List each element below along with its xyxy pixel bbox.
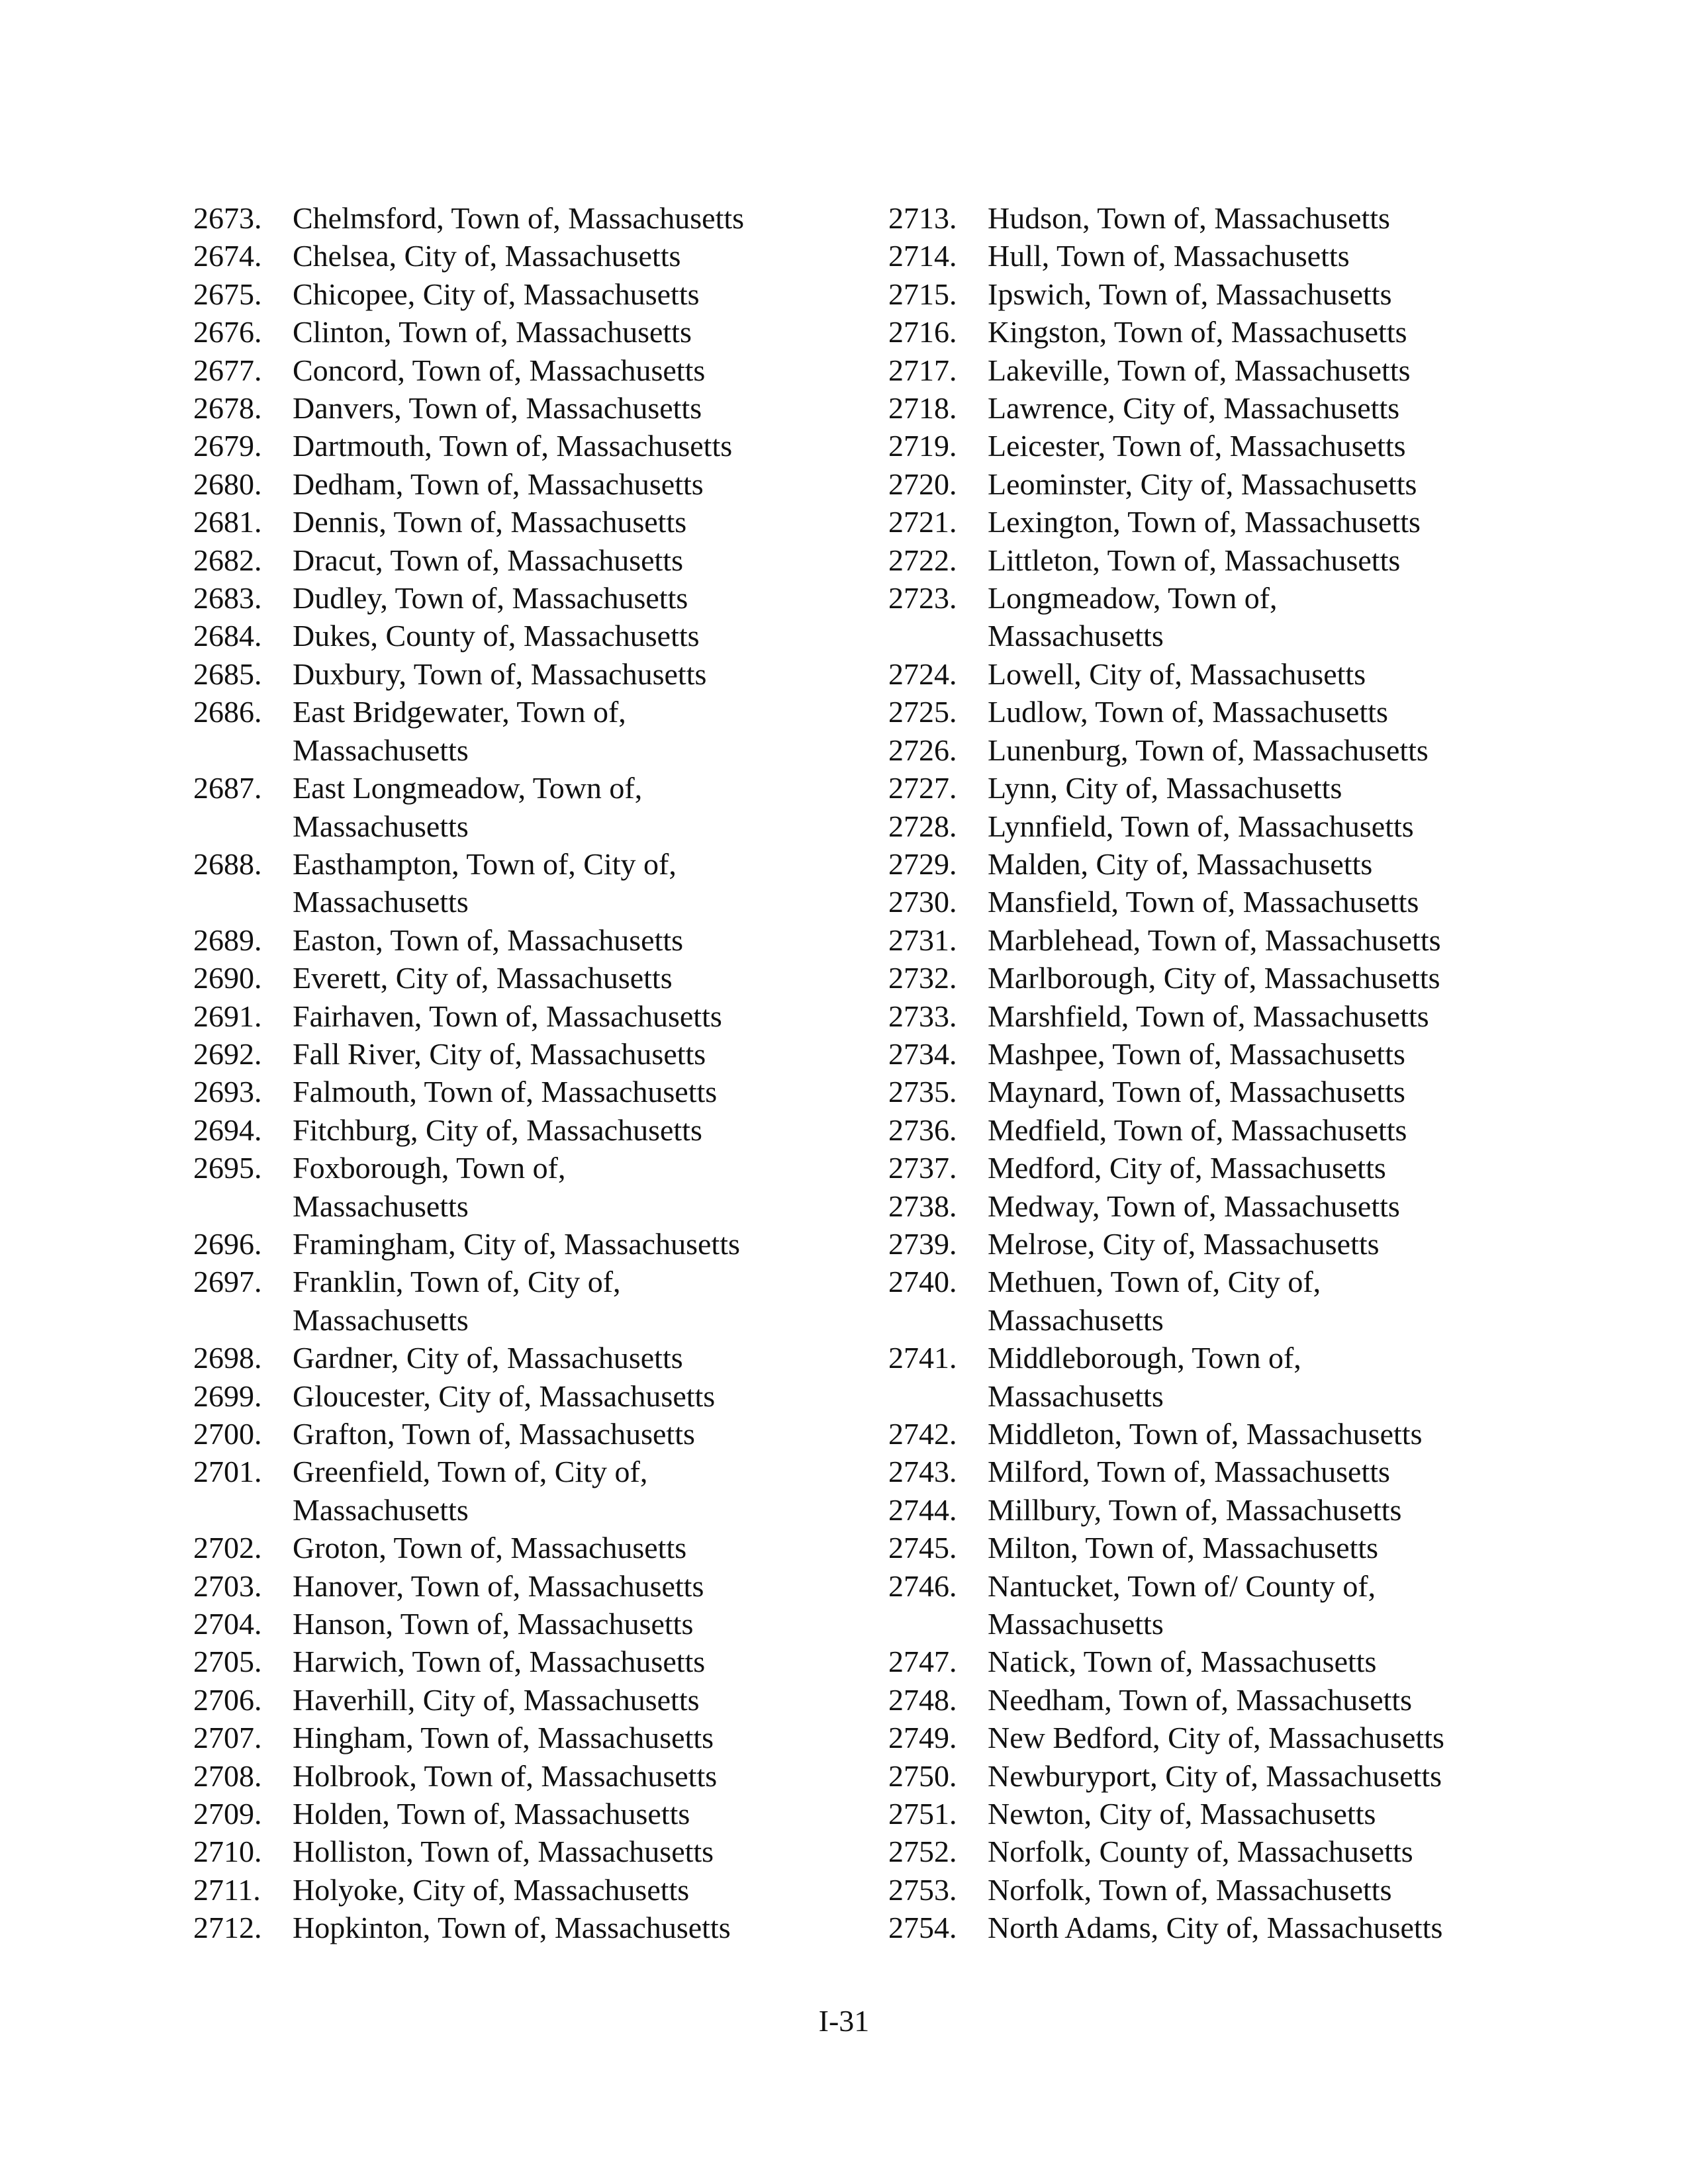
entry-number: 2715. [888,277,957,311]
list-item [888,655,1511,693]
list-item [888,465,1511,503]
entry-name: Longmeadow, Town of, Massachusetts [988,581,1278,653]
entry-number: 2717. [888,353,957,387]
entry-name: Clinton, Town of, Massachusetts [293,315,692,349]
entry-name: Groton, Town of, Massachusetts [293,1531,687,1565]
list-item [888,1111,1511,1149]
entry-number: 2694. [193,1113,262,1147]
entry-name: Marlborough, City of, Massachusetts [988,961,1440,995]
list-item [888,1415,1511,1453]
entry-number: 2719. [888,429,957,463]
entry-name: Gardner, City of, Massachusetts [293,1341,683,1375]
list-item [193,541,816,579]
entry-name: Melrose, City of, Massachusetts [988,1226,1380,1261]
entry-number: 2725. [888,695,957,729]
entry-name: Milford, Town of, Massachusetts [988,1455,1390,1489]
entry-number: 2713. [888,201,957,235]
entry-number: 2709. [193,1797,262,1831]
list-item [888,1073,1511,1111]
entry-name: Gloucester, City of, Massachusetts [293,1379,716,1413]
list-item [193,1149,816,1225]
entry-name: Leicester, Town of, Massachusetts [988,429,1406,463]
entry-name: Holbrook, Town of, Massachusetts [293,1758,718,1793]
list-item [193,769,816,845]
entry-name: Hudson, Town of, Massachusetts [988,201,1390,235]
entry-name: Hull, Town of, Massachusetts [988,239,1350,273]
list-item [193,199,816,237]
entry-number: 2743. [888,1455,957,1489]
entry-name: North Adams, City of, Massachusetts [988,1911,1443,1945]
entry-number: 2714. [888,239,957,273]
entry-number: 2706. [193,1682,262,1717]
list-item [193,1871,816,1909]
right-column [888,199,1511,1947]
list-item [888,1149,1511,1187]
entry-name: Grafton, Town of, Massachusetts [293,1417,695,1451]
list-item [888,541,1511,579]
entry-name: Mansfield, Town of, Massachusetts [988,885,1419,919]
entry-number: 2701. [193,1455,262,1489]
entry-number: 2683. [193,581,262,615]
list-item [193,1339,816,1377]
entry-number: 2686. [193,695,262,729]
list-item [193,1833,816,1870]
list-item [888,1263,1511,1339]
list-item [193,1529,816,1567]
list-item [193,1643,816,1680]
entry-name: Middleton, Town of, Massachusetts [988,1417,1423,1451]
list-item [193,351,816,389]
entry-name: Falmouth, Town of, Massachusetts [293,1075,718,1109]
list-item [888,1643,1511,1680]
list-item [193,503,816,541]
entry-name: Concord, Town of, Massachusetts [293,353,706,387]
list-item [193,1073,816,1111]
list-item [193,1453,816,1529]
entry-name: Malden, City of, Massachusetts [988,846,1373,881]
list-item [193,693,816,769]
entry-name: Lexington, Town of, Massachusetts [988,505,1421,539]
list-item [888,845,1511,883]
list-item [193,579,816,617]
entry-number: 2708. [193,1758,262,1793]
list-item [193,921,816,959]
entry-number: 2723. [888,581,957,615]
entry-name: Newton, City of, Massachusetts [988,1797,1376,1831]
entry-number: 2734. [888,1036,957,1071]
entry-name: Hanson, Town of, Massachusetts [293,1607,694,1641]
list-item [888,1529,1511,1567]
list-item [888,1225,1511,1263]
entry-number: 2676. [193,315,262,349]
entry-number: 2736. [888,1113,957,1147]
list-item [193,1377,816,1415]
entry-name: Maynard, Town of, Massachusetts [988,1075,1405,1109]
entry-name: Everett, City of, Massachusetts [293,961,673,995]
list-item [193,1681,816,1719]
entry-number: 2702. [193,1531,262,1565]
entry-number: 2684. [193,619,262,653]
entry-number: 2730. [888,885,957,919]
list-item [888,1339,1511,1415]
list-item [888,1795,1511,1833]
list-item [888,351,1511,389]
entry-number: 2690. [193,961,262,995]
entry-name: Medford, City of, Massachusetts [988,1151,1386,1185]
entry-name: Lowell, City of, Massachusetts [988,657,1366,691]
entry-number: 2689. [193,923,262,957]
entry-number: 2737. [888,1151,957,1185]
entry-number: 2754. [888,1911,957,1945]
entry-name: Dracut, Town of, Massachusetts [293,543,683,577]
list-item [888,1567,1511,1643]
entry-number: 2747. [888,1645,957,1679]
entry-name: East Longmeadow, Town of, Massachusetts [293,771,643,843]
list-item [193,1415,816,1453]
list-item [888,1909,1511,1946]
entry-number: 2696. [193,1226,262,1261]
entry-name: Duxbury, Town of, Massachusetts [293,657,707,691]
entry-name: Newburyport, City of, Massachusetts [988,1758,1442,1793]
entry-number: 2752. [888,1835,957,1869]
entry-name: Fall River, City of, Massachusetts [293,1036,706,1071]
entry-name: Norfolk, County of, Massachusetts [988,1835,1413,1869]
entry-number: 2728. [888,809,957,843]
entry-number: 2693. [193,1075,262,1109]
list-item [888,1871,1511,1909]
entry-name: Dennis, Town of, Massachusetts [293,505,687,539]
entry-number: 2753. [888,1872,957,1907]
entry-name: Leominster, City of, Massachusetts [988,467,1417,501]
list-item [888,1833,1511,1870]
entry-name: Dukes, County of, Massachusetts [293,619,700,653]
entry-number: 2739. [888,1226,957,1261]
entry-name: Lynnfield, Town of, Massachusetts [988,809,1414,843]
entry-name: Millbury, Town of, Massachusetts [988,1492,1402,1527]
entry-name: Lynn, City of, Massachusetts [988,771,1342,805]
entry-name: Natick, Town of, Massachusetts [988,1645,1377,1679]
entry-name: Middleborough, Town of, Massachusetts [988,1341,1301,1413]
entry-number: 2740. [888,1265,957,1299]
list-item [193,997,816,1035]
list-item [193,313,816,351]
entry-number: 2710. [193,1835,262,1869]
entry-number: 2685. [193,657,262,691]
entry-number: 2678. [193,391,262,426]
list-item [888,883,1511,921]
entry-name: Dartmouth, Town of, Massachusetts [293,429,733,463]
list-item [888,389,1511,427]
entry-number: 2731. [888,923,957,957]
entry-name: New Bedford, City of, Massachusetts [988,1721,1444,1755]
entry-name: Danvers, Town of, Massachusetts [293,391,702,426]
entry-name: Needham, Town of, Massachusetts [988,1682,1413,1717]
list-item [193,959,816,997]
list-item [193,237,816,275]
entry-number: 2697. [193,1265,262,1299]
list-item [888,1187,1511,1225]
entry-name: Harwich, Town of, Massachusetts [293,1645,706,1679]
entry-number: 2679. [193,429,262,463]
entry-number: 2682. [193,543,262,577]
entry-name: East Bridgewater, Town of, Massachusetts [293,695,626,767]
entry-name: Hopkinton, Town of, Massachusetts [293,1911,731,1945]
entry-name: Lawrence, City of, Massachusetts [988,391,1400,426]
entry-number: 2712. [193,1911,262,1945]
list-item [193,275,816,313]
list-item [888,769,1511,807]
list-item [888,997,1511,1035]
list-item [888,921,1511,959]
entry-name: Holden, Town of, Massachusetts [293,1797,690,1831]
list-item [193,427,816,465]
entry-number: 2722. [888,543,957,577]
entry-name: Haverhill, City of, Massachusetts [293,1682,700,1717]
entry-name: Chicopee, City of, Massachusetts [293,277,700,311]
list-item [193,1909,816,1946]
entry-number: 2749. [888,1721,957,1755]
list-item [888,199,1511,237]
entry-name: Easton, Town of, Massachusetts [293,923,684,957]
list-item [888,693,1511,731]
list-item [193,389,816,427]
list-item [888,427,1511,465]
entry-name: Medfield, Town of, Massachusetts [988,1113,1407,1147]
entry-number: 2741. [888,1341,957,1375]
page-number: I-31 [818,2004,870,2038]
list-item [193,1111,816,1149]
list-item [888,237,1511,275]
entry-name: Norfolk, Town of, Massachusetts [988,1872,1392,1907]
entry-number: 2698. [193,1341,262,1375]
list-item [888,1719,1511,1756]
entry-number: 2735. [888,1075,957,1109]
entry-name: Lakeville, Town of, Massachusetts [988,353,1411,387]
entry-number: 2751. [888,1797,957,1831]
list-item [193,1757,816,1795]
entry-name: Ludlow, Town of, Massachusetts [988,695,1388,729]
left-column [193,199,816,1947]
entry-number: 2745. [888,1531,957,1565]
entry-name: Littleton, Town of, Massachusetts [988,543,1401,577]
entry-number: 2700. [193,1417,262,1451]
entry-name: Hanover, Town of, Massachusetts [293,1569,704,1603]
list-item [888,313,1511,351]
entry-number: 2732. [888,961,957,995]
list-item [888,275,1511,313]
entry-name: Franklin, Town of, City of, Massachusetts [293,1265,621,1337]
entry-number: 2692. [193,1036,262,1071]
list-item [888,1491,1511,1529]
entry-name: Holliston, Town of, Massachusetts [293,1835,714,1869]
entry-name: Chelsea, City of, Massachusetts [293,239,681,273]
entry-number: 2738. [888,1189,957,1223]
list-item [193,617,816,655]
list-item [888,1681,1511,1719]
entry-number: 2707. [193,1721,262,1755]
list-item [193,1605,816,1643]
entry-name: Nantucket, Town of/ County of, Massachusetts [988,1569,1376,1641]
list-item [193,1719,816,1756]
entry-number: 2675. [193,277,262,311]
entry-name: Fairhaven, Town of, Massachusetts [293,999,722,1033]
entry-number: 2711. [193,1872,261,1907]
entry-name: Dedham, Town of, Massachusetts [293,467,704,501]
list-item [193,1263,816,1339]
entry-name: Marblehead, Town of, Massachusetts [988,923,1441,957]
entry-name: Methuen, Town of, City of, Massachusetts [988,1265,1321,1337]
entry-name: Kingston, Town of, Massachusetts [988,315,1407,349]
entry-name: Milton, Town of, Massachusetts [988,1531,1379,1565]
entry-name: Mashpee, Town of, Massachusetts [988,1036,1405,1071]
list-item [888,1757,1511,1795]
list-item [193,1225,816,1263]
entry-name: Hingham, Town of, Massachusetts [293,1721,714,1755]
entry-name: Foxborough, Town of, Massachusetts [293,1151,566,1223]
list-item [888,1035,1511,1073]
list-item [193,465,816,503]
entry-name: Easthampton, Town of, City of, Massachusetts [293,846,677,919]
entry-name: Framingham, City of, Massachusetts [293,1226,740,1261]
list-item [888,1453,1511,1490]
entry-number: 2688. [193,846,262,881]
entry-name: Holyoke, City of, Massachusetts [293,1872,690,1907]
entry-number: 2704. [193,1607,262,1641]
list-item [193,655,816,693]
entry-number: 2716. [888,315,957,349]
entry-number: 2744. [888,1492,957,1527]
list-item [193,1567,816,1605]
entry-number: 2726. [888,733,957,767]
entry-name: Fitchburg, City of, Massachusetts [293,1113,702,1147]
entry-number: 2727. [888,771,957,805]
entry-name: Ipswich, Town of, Massachusetts [988,277,1392,311]
entry-number: 2691. [193,999,262,1033]
entry-number: 2733. [888,999,957,1033]
list-item [193,1035,816,1073]
entry-name: Lunenburg, Town of, Massachusetts [988,733,1429,767]
entry-number: 2742. [888,1417,957,1451]
entry-name: Greenfield, Town of, City of, Massachusetts [293,1455,648,1527]
entry-name: Marshfield, Town of, Massachusetts [988,999,1429,1033]
entry-number: 2687. [193,771,262,805]
list-item [888,807,1511,845]
entry-number: 2721. [888,505,957,539]
list-item [193,1795,816,1833]
entry-number: 2703. [193,1569,262,1603]
entry-number: 2699. [193,1379,262,1413]
entry-number: 2720. [888,467,957,501]
entry-name: Dudley, Town of, Massachusetts [293,581,688,615]
list-item [888,959,1511,997]
entry-number: 2695. [193,1151,262,1185]
entry-number: 2718. [888,391,957,426]
list-item [888,503,1511,541]
entry-number: 2705. [193,1645,262,1679]
entry-number: 2674. [193,239,262,273]
entry-number: 2677. [193,353,262,387]
entry-number: 2750. [888,1758,957,1793]
entry-number: 2729. [888,846,957,881]
entry-number: 2680. [193,467,262,501]
entry-number: 2673. [193,201,262,235]
list-item [888,731,1511,769]
entry-number: 2724. [888,657,957,691]
list-item [888,579,1511,655]
entry-number: 2746. [888,1569,957,1603]
entry-name: Chelmsford, Town of, Massachusetts [293,201,745,235]
list-item [193,845,816,921]
entry-number: 2748. [888,1682,957,1717]
entry-number: 2681. [193,505,262,539]
entry-name: Medway, Town of, Massachusetts [988,1189,1400,1223]
